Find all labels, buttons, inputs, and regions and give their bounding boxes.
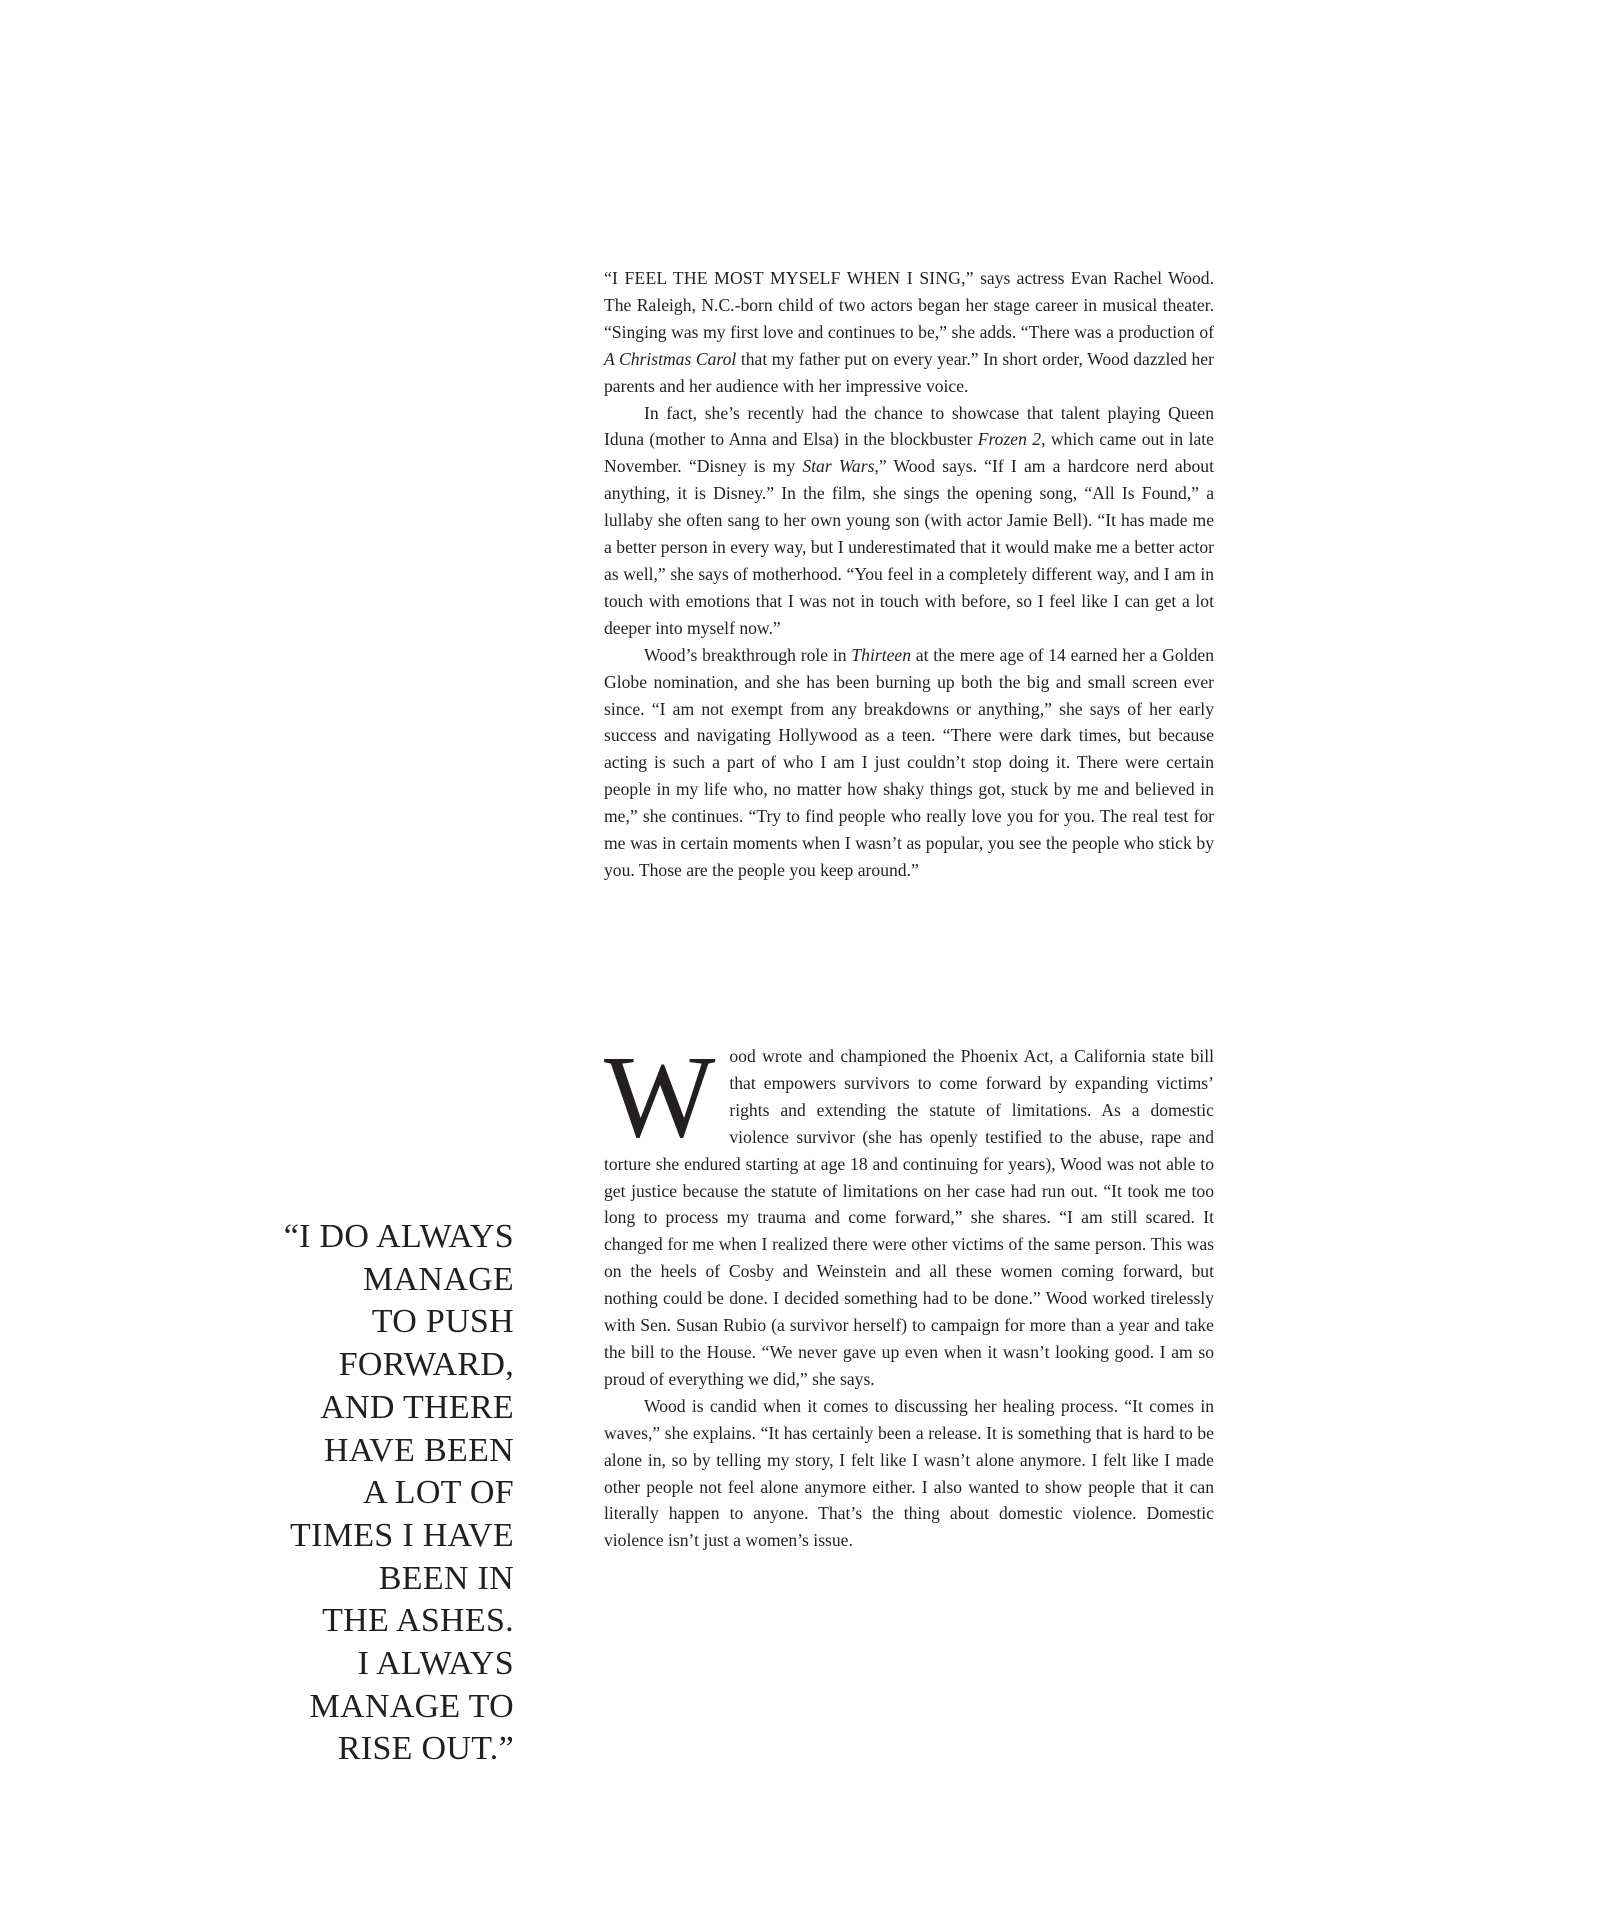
paragraph-text: Wood’s breakthrough role in xyxy=(644,644,852,665)
pull-quote-line: I ALWAYS xyxy=(357,1645,514,1683)
paragraph-intro xyxy=(604,265,1214,400)
paragraph-text: says actress Evan Rachel Wood. The Raleigh, N.C.-born child of two actors began her stage career in musical theater. “Singing was my first love and continues to be,” she adds. “There was a production of xyxy=(604,268,1215,342)
pull-quote-line: AND THERE xyxy=(320,1388,514,1426)
pull-quote-line: HAVE BEEN xyxy=(323,1431,514,1469)
article-column-top xyxy=(604,265,1214,884)
drop-cap: W xyxy=(604,1031,716,1162)
paragraph-text: In fact, she’s recently had the chance to showcase that talent playing Queen Iduna (mother to Anna and Elsa) in the blockbuster xyxy=(604,402,1214,450)
pull-quote-line: MANAGE TO xyxy=(309,1687,514,1725)
title-frozen-2: Frozen 2 xyxy=(977,429,1042,450)
paragraph-text: ,” Wood says. “If I am a hardcore nerd about anything, it is Disney.” In the film, she sings the opening song, “All Is Found,” a lullaby she often sang to her own young son (with actor Jamie Bell). “It has made me a better person in every way, but I underestimated that it would make me a better actor as well,” she says of motherhood. “You feel in a completely different way, and I am in touch with emotions that I was not in touch with before, so I feel like I can get a lot deeper into myself now.” xyxy=(604,456,1214,638)
paragraph-text: ood wrote and championed the Phoenix Act, a California state bill that empowers survivors to come forward by expanding victims’ rights and extending the statute of limitations. As a domestic violence survivor (she has openly testified to the abuse, rape and torture she endured starting at age 18 and continuing for years), Wood was not able to get justice because the statute of limitations on her case had run out. “It took me too long to process my trauma and come forward,” she shares. “I am still scared. It changed for me when I realized there were other victims of the same person. This was on the heels of Cosby and Weinstein and all these women coming forward, but nothing could be done. I decided something had to be done.” Wood worked tirelessly with Sen. Susan Rubio (a survivor herself) to campaign for more than a year and take the bill to the House. “We never gave up even when it wasn’t looking good. I am so proud of everything we did,” she says. xyxy=(604,1046,1214,1389)
paragraph-phoenix-act xyxy=(604,1031,1214,1393)
paragraph-text: that my father put on every year.” In short order, Wood dazzled her parents and her audience with her impressive voice. xyxy=(604,348,1214,396)
paragraph-thirteen xyxy=(604,642,1214,884)
paragraph-text: at the mere age of 14 earned her a Golden Globe nomination, and she has been burning up both the big and small screen ever since. “I am not exempt from any breakdowns or anything,” she says of her early success and navigating Hollywood as a teen. “There were dark times, but because acting is such a part of who I am I just couldn’t stop doing it. There were certain people in my life who, no matter how shaky things got, stuck by me and believed in me,” she continues. “Try to find people who really love you for you. The real test for me was in certain moments when I wasn’t as popular, you see the people who stick by you. Those are the people you keep around.” xyxy=(604,644,1214,880)
pull-quote-line: “I DO ALWAYS xyxy=(283,1218,514,1255)
pull-quote xyxy=(214,1216,514,1771)
pull-quote-line: TO PUSH xyxy=(371,1303,514,1341)
paragraph-healing: Wood is candid when it comes to discussing her healing process. “It comes in waves,” she explains. “It has certainly been a release. It is something that is hard to be alone in, so by telling my story, I felt like I wasn’t alone anymore. I felt like I made other people not feel alone anymore either. I also wanted to show people that it can literally happen to anyone. That’s the thing about domestic violence. Domestic violence isn’t just a women’s issue. xyxy=(604,1395,1214,1551)
pull-quote-line: MANAGE xyxy=(362,1260,514,1298)
pull-quote-line: BEEN IN xyxy=(378,1559,514,1597)
title-star-wars: Star Wars xyxy=(802,456,875,477)
title-christmas-carol: A Christmas Carol xyxy=(604,348,737,369)
pull-quote-line: RISE OUT.” xyxy=(337,1730,514,1768)
paragraph-text: , which came out in late November. “Disney is my xyxy=(604,429,1214,477)
pull-quote-line: TIMES I HAVE xyxy=(290,1516,514,1554)
article-column-bottom xyxy=(604,1031,1214,1554)
opening-caps: “I FEEL THE MOST MYSELF WHEN I SING,” xyxy=(604,268,974,288)
pull-quote-line: THE ASHES. xyxy=(322,1602,514,1640)
title-thirteen: Thirteen xyxy=(851,644,911,665)
pull-quote-line: A LOT OF xyxy=(362,1474,514,1512)
pull-quote-line: FORWARD, xyxy=(338,1346,514,1384)
paragraph-frozen xyxy=(604,400,1214,642)
